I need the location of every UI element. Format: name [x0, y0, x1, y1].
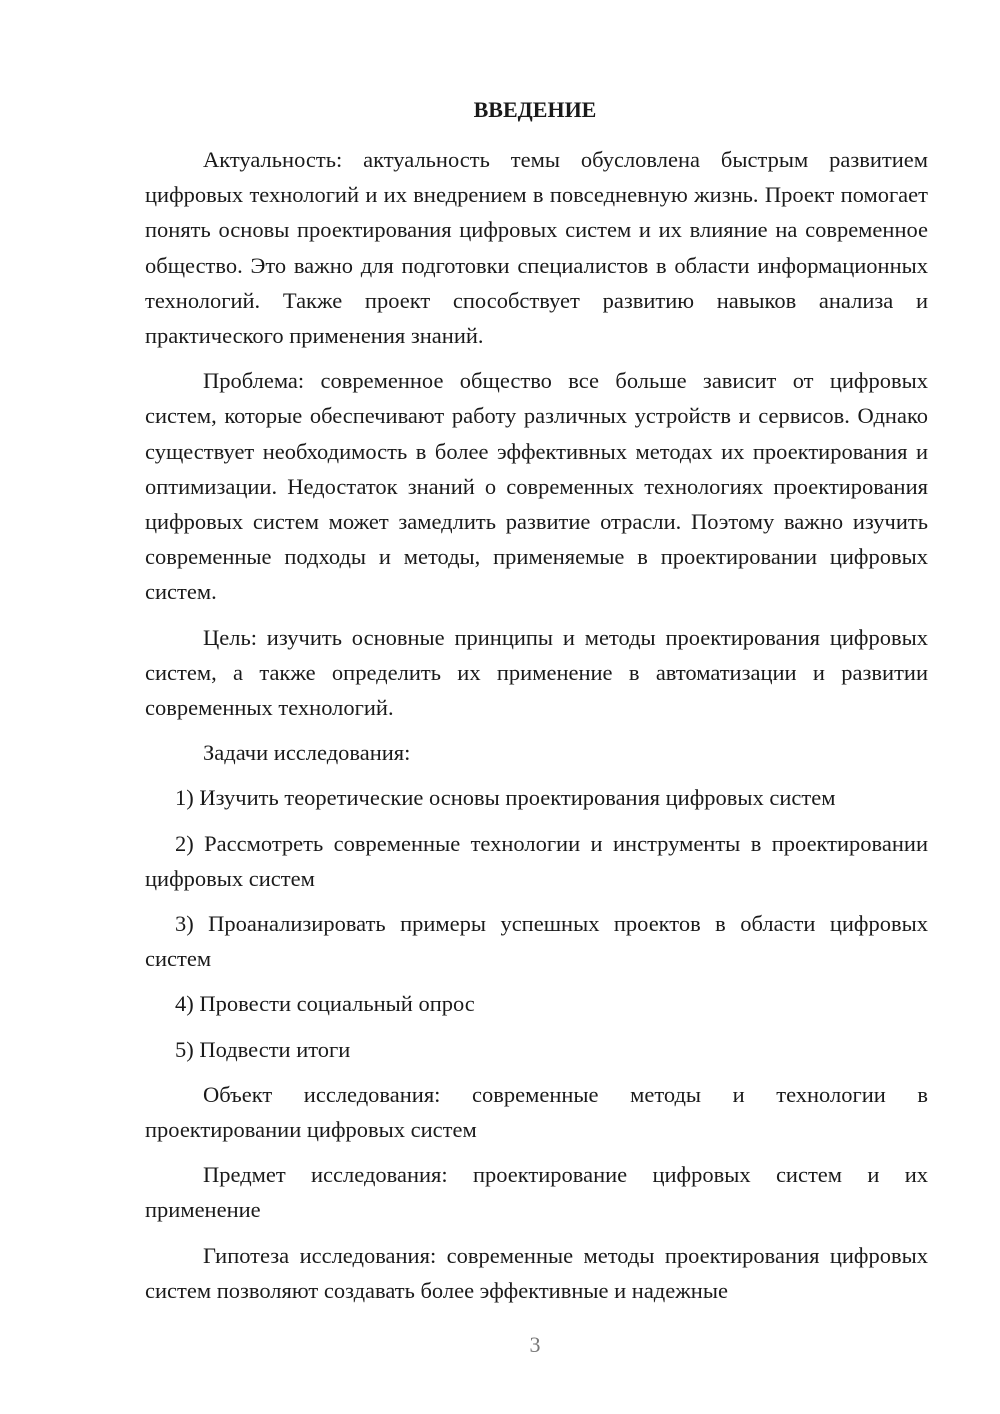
- list-item: 4) Провести социальный опрос: [175, 991, 475, 1017]
- hypothesis-paragraph: Гипотеза исследования: современные методы проектирования цифровых систем позволяют создавать более эффективные и надежные: [145, 1242, 928, 1303]
- tasks-list: [145, 780, 928, 1066]
- goal-paragraph: Цель: изучить основные принципы и методы проектирования цифровых систем, а также определить их применение в автоматизации и развитии современных технологий.: [145, 624, 928, 721]
- subject-paragraph: Предмет исследования: проектирование цифровых систем и их применение: [145, 1162, 928, 1223]
- list-item: 3) Проанализировать примеры успешных проектов в области цифровых систем: [145, 911, 928, 972]
- tasks-heading: Задачи исследования:: [203, 740, 411, 766]
- relevance-paragraph: Актуальность: актуальность темы обусловлена быстрым развитием цифровых технологий и их внедрением в повседневную жизнь. Проект помогает понять основы проектирования цифровых систем и их влияние на современное общество. Это важно для подготовки специалистов в области информационных технологий. Также проект способствует развитию навыков анализа и практического применения знаний.: [145, 147, 928, 349]
- list-item: 2) Рассмотреть современные технологии и инструменты в проектировании цифровых систем: [145, 830, 928, 891]
- page-content: [145, 142, 928, 1308]
- page-title: ВВЕДЕНИЕ: [473, 97, 597, 122]
- page-number: 3: [529, 1332, 541, 1357]
- list-item: 5) Подвести итоги: [175, 1036, 351, 1062]
- problem-paragraph: Проблема: современное общество все больше зависит от цифровых систем, которые обеспечивают работу различных устройств и сервисов. Однако существует необходимость в более эффективных методах их проектирования и оптимизации. Недостаток знаний о современных технологиях проектирования цифровых систем может замедлить развитие отрасли. Поэтому важно изучить современные подходы и методы, применяемые в проектировании цифровых систем.: [145, 368, 928, 605]
- object-paragraph: Объект исследования: современные методы и технологии в проектировании цифровых систем: [145, 1081, 928, 1143]
- list-item: 1) Изучить теоретические основы проектирования цифровых систем: [175, 785, 836, 811]
